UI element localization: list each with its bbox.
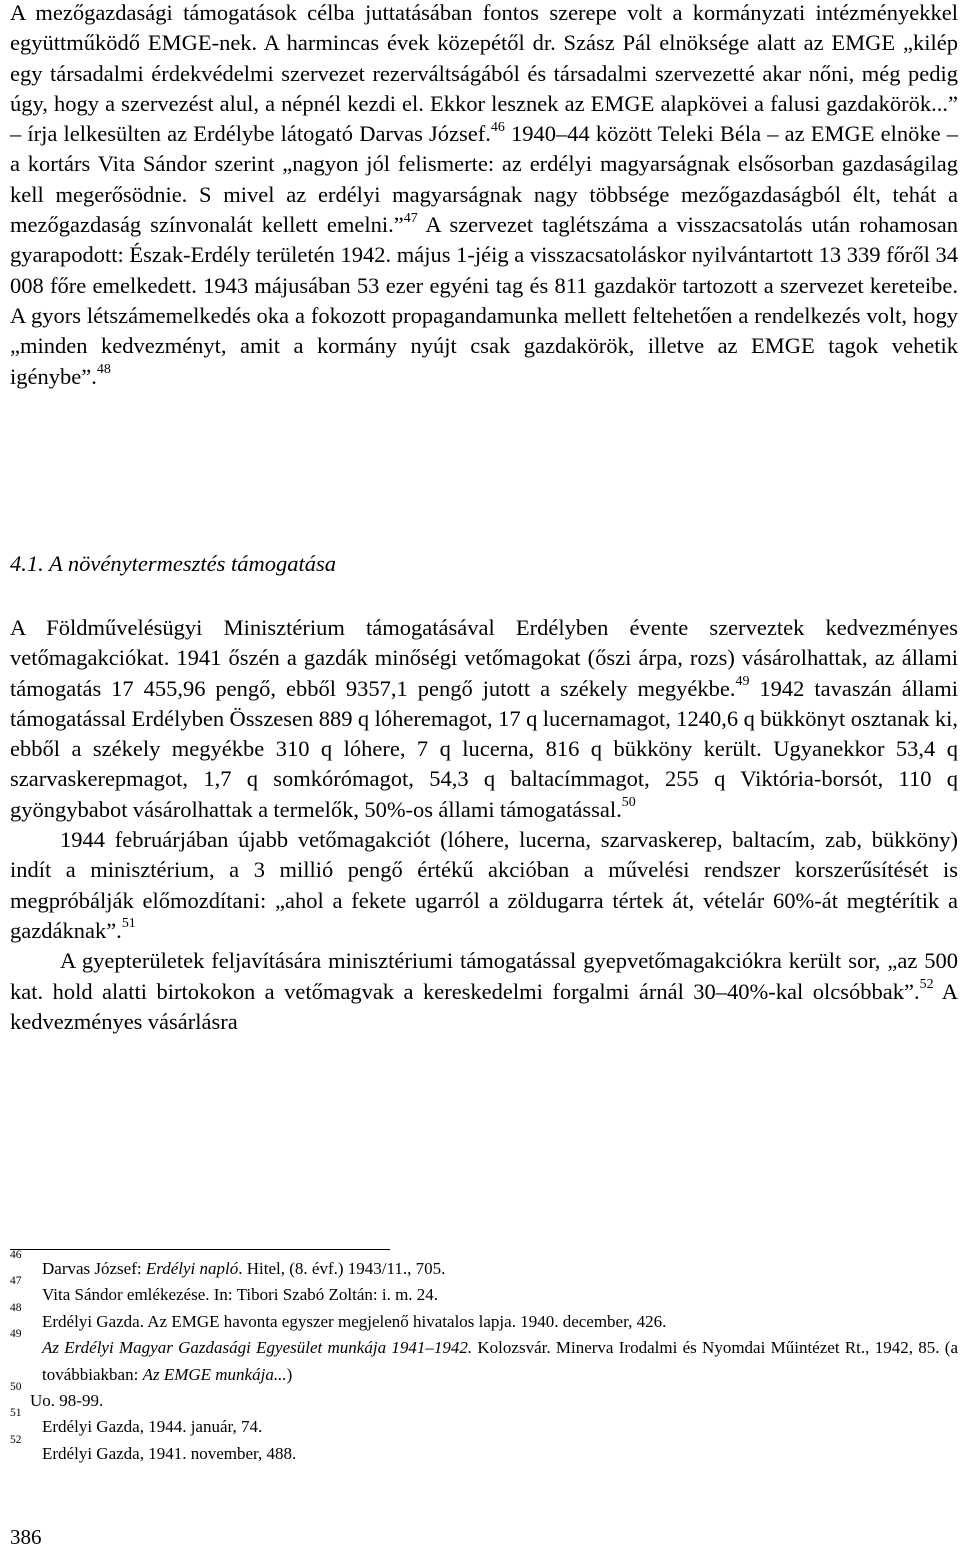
footnote-50: 50 Uo. 98-99. (10, 1381, 104, 1411)
paragraph-vetomag-1941: A Földművelésügyi Minisztérium támogatásával Erdélyben évente szerveztek kedvezményes vetőmagakciókat. 1941 őszén a gazdák minőségi vetőmagokat (őszi árpa, rozs) vásárolhattak, az állami támogatás 17 455,96 pengő, ebből 9357,1 pengő jutott a székely megyékbe.$^{49}$ 1942 tavaszán állami támogatással Erdélyben Összesen 889 q lóheremagot, 17 q lucernamagot, 1240,6 q bükkönyt osztanak ki, ebből a székely megyékbe 310 q lóhere, 7 q lucerna, 816 q bükköny került. Ugyanekkor 53,4 q szarvaskerepmagot, 1,7 q somkórómagot, 54,3 q baltacímmagot, 255 q Viktória-borsót, 110 q gyöngybabot vásárolhattak a termelők, 50%-os állami támogatással.$^{50}$ (10, 615, 958, 822)
footnote-number: 50 (10, 1381, 22, 1394)
footnote-number: 52 (10, 1433, 22, 1446)
body-text-section (10, 613, 958, 1037)
body-text-top (10, 0, 958, 392)
paragraph-emge: A mezőgazdasági támogatások célba juttatásában fontos szerepe volt a kormányzati intézményekkel együttműködő EMGE-nek. A harmincas évek közepétől dr. Szász Pál elnöksége alatt az EMGE „kilép egy társadalmi érdekvédelmi szervezet rezerváltságából és társadalmi szervezetté akar nőni, még pedig úgy, hogy a szervezést alul, a népnél kezdi el. Ekkor lesznek az EMGE alapkövei a falusi gazdakörök...” – írja lelkesülten az Erdélybe látogató Darvas József.$^{46}$ 1940–44 között Teleki Béla – az EMGE elnöke – a kortárs Vita Sándor szerint „nagyon jól felismerte: az erdélyi magyarságnak elsősorban gazdaságilag kell megerősödnie. S mivel az erdélyi magyarságnak nagy többsége mezőgazdaságból élt, tehát a mezőgazdaság színvonalát kellett emelni.”$^{47}$ A szervezet taglétszáma a visszacsatolás után rohamosan gyarapodott: Észak-Erdély területén 1942. május 1-jéig a visszacsatoláskor nyilvántartott 13 339 főről 34 008 főre emelkedett. 1943 májusában 53 ezer egyéni tag és 811 gazdakör tartozott a szervezet kereteibe. A gyors létszámemelkedés oka a fokozott propagandamunka mellett feltehetően a rendelkezés volt, hogy „minden kedvezményt, amit a kormány nyújt csak gazdakörök, illetve az EMGE tagok vehetik igénybe”.$^{48}$ (10, 0, 959, 389)
paragraph-vetomag-1944: 1944 februárjában újabb vetőmagakciót (lóhere, lucerna, szarvaskerep, baltacím, zab, bükköny) indít a minisztérium, a 3 millió pengő értékű akcióban a művelési rendszer korszerűsítését is megpróbálják előmozdítani: „ahol a fekete ugarról a zöldugarra tértek át, vételár 60%-át megtérítik a gazdáknak”.$^{51}$ (10, 827, 958, 943)
footnote-ref-50[interactable]: 50 (621, 795, 636, 811)
footnote-46: 46 Darvas József: Erdélyi napló. Hitel, (8. évf.) 1943/11., 705. (10, 1249, 446, 1278)
footnote-ref-46[interactable]: 46 (490, 119, 505, 135)
footnote-47: 47 Vita Sándor emlékezése. In: Tibori Szabó Zoltán: i. m. 24. (10, 1275, 439, 1305)
footnote-number: 47 (10, 1275, 22, 1288)
footnote-ref-47[interactable]: 47 (403, 210, 418, 226)
footnote-ref-51[interactable]: 51 (121, 916, 136, 932)
footnote-number: 48 (10, 1301, 22, 1314)
footnote-49: 49 Az Erdélyi Magyar Gazdasági Egyesület munkája 1941–1942. Kolozsvár. Minerva Irodalmi és Nyomdai Műintézet Rt., 1942, 85. (a továbbiakban: Az EMGE munkája...) (10, 1328, 958, 1384)
footnote-48: 48 Erdélyi Gazda. Az EMGE havonta egyszer megjelenő hivatalos lapja. 1940. december, 426. (10, 1301, 667, 1331)
footnote-ref-49[interactable]: 49 (735, 674, 750, 690)
footnote-52: 52 Erdélyi Gazda, 1941. november, 488. (10, 1433, 297, 1463)
footnotes (10, 1249, 958, 1467)
footnote-number: 49 (10, 1328, 22, 1341)
footnote-51: 51 Erdélyi Gazda, 1944. január, 74. (10, 1407, 263, 1437)
page-number: 386 (10, 1525, 42, 1549)
footnote-ref-48[interactable]: 48 (96, 361, 111, 377)
footnote-ref-52[interactable]: 52 (919, 976, 934, 992)
section-heading: 4.1. A növénytermesztés támogatása (10, 551, 337, 576)
paragraph-gyepterulet: A gyepterületek feljavítására minisztériumi támogatással gyepvetőmagakciókra került sor, „az 500 kat. hold alatti birtokokon a vetőmagvak a kereskedelmi forgalmi árnál 30–40%-kal olcsóbbak”.$^{52}$ A kedvezményes vásárlásra (10, 948, 958, 1034)
footnote-number: 51 (10, 1407, 22, 1420)
footnote-number: 46 (10, 1249, 22, 1261)
footnote-divider (10, 1249, 390, 1250)
